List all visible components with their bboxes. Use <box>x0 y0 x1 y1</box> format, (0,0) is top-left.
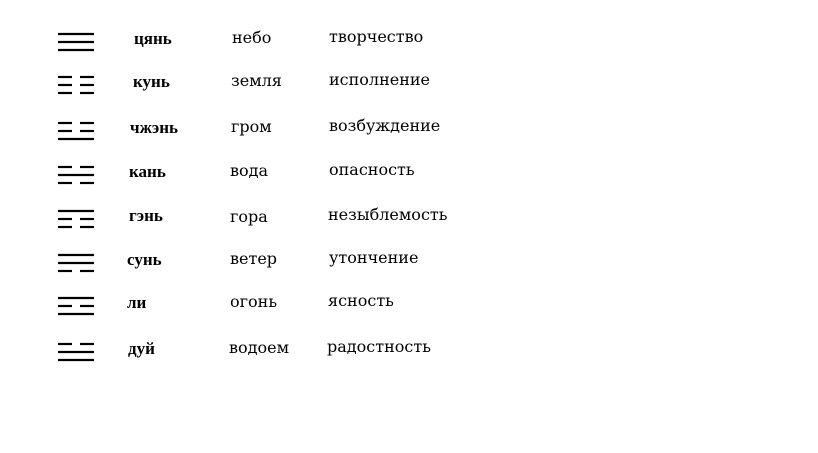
trigram-quality: исполнение <box>329 70 431 89</box>
gen-trigram-icon-svg <box>58 204 94 234</box>
table-row <box>0 204 818 234</box>
trigram-element: ветер <box>230 249 278 268</box>
trigram-element: водоем <box>229 338 290 357</box>
trigram-quality: творчество <box>329 27 424 46</box>
kan-trigram-icon <box>58 160 94 190</box>
zhen-trigram-icon <box>58 116 94 146</box>
trigram-name: чжэнь <box>130 118 179 137</box>
trigram-element: огонь <box>230 292 278 311</box>
gen-trigram-icon <box>58 204 94 234</box>
trigram-name: кунь <box>133 72 170 91</box>
trigram-quality: утончение <box>329 248 419 267</box>
table-row <box>0 291 818 321</box>
zhen-trigram-icon-svg <box>58 116 94 146</box>
trigram-element: гром <box>231 117 272 136</box>
qian-trigram-icon-svg <box>58 27 94 57</box>
dui-trigram-icon-svg <box>58 337 94 367</box>
trigram-element: гора <box>230 207 268 226</box>
trigram-quality: опасность <box>329 160 415 179</box>
trigram-element: небо <box>232 28 272 47</box>
table-row <box>0 248 818 278</box>
qian-trigram-icon <box>58 27 94 57</box>
trigram-element: вода <box>230 161 269 180</box>
li-trigram-icon <box>58 291 94 321</box>
xun-trigram-icon <box>58 248 94 278</box>
trigram-name: кань <box>129 162 166 181</box>
trigram-name: сунь <box>127 250 162 269</box>
table-row <box>0 27 818 57</box>
trigram-name: ли <box>127 293 147 312</box>
trigram-name: дуй <box>128 339 155 358</box>
trigram-quality: радостность <box>327 337 431 356</box>
li-trigram-icon-svg <box>58 291 94 321</box>
table-row <box>0 160 818 190</box>
trigram-quality: возбуждение <box>329 116 441 135</box>
table-row <box>0 337 818 367</box>
table-row <box>0 116 818 146</box>
trigram-element: земля <box>231 71 282 90</box>
trigram-quality: незыблемость <box>328 205 448 224</box>
table-row <box>0 70 818 100</box>
kun-trigram-icon-svg <box>58 70 94 100</box>
dui-trigram-icon <box>58 337 94 367</box>
trigram-name: гэнь <box>129 206 163 225</box>
trigram-quality: ясность <box>328 291 394 310</box>
kun-trigram-icon <box>58 70 94 100</box>
xun-trigram-icon-svg <box>58 248 94 278</box>
kan-trigram-icon-svg <box>58 160 94 190</box>
trigram-name: цянь <box>134 29 172 48</box>
